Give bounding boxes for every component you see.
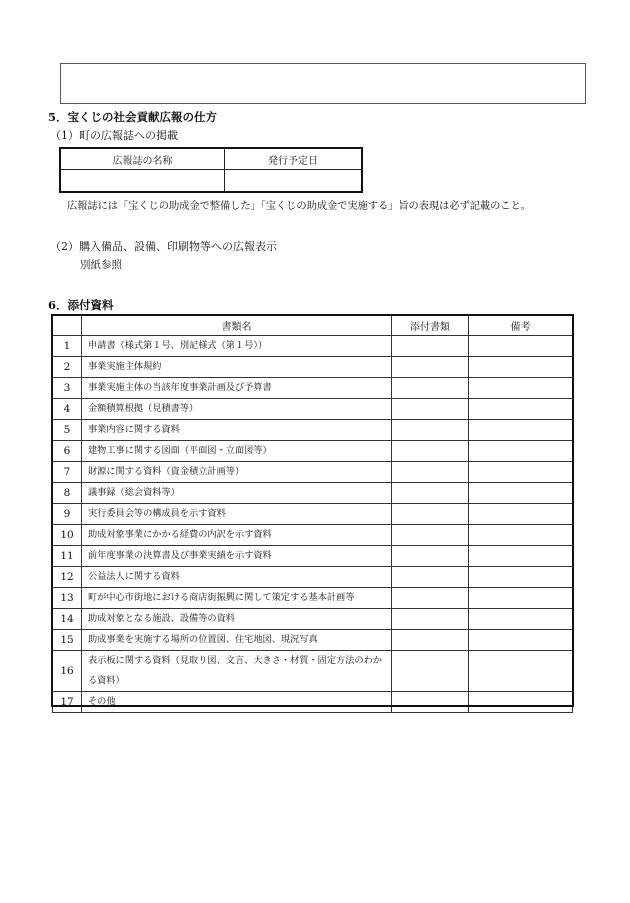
- see-attachment-text: 別紙参照: [80, 259, 122, 271]
- remarks-cell[interactable]: [469, 483, 573, 504]
- document-name: 助成対象事業にかかる経費の内訳を示す資料: [82, 525, 392, 546]
- remarks-cell[interactable]: [469, 525, 573, 546]
- document-name: 事業内容に関する資料: [82, 420, 392, 441]
- row-number: 12: [53, 567, 82, 588]
- remarks-cell[interactable]: [469, 336, 573, 357]
- row-number: 1: [53, 336, 82, 357]
- document-name: 事業実施主体規約: [82, 357, 392, 378]
- attached-check-cell[interactable]: [392, 483, 469, 504]
- attached-check-cell[interactable]: [392, 420, 469, 441]
- attached-check-cell[interactable]: [392, 630, 469, 651]
- row-number: 6: [53, 441, 82, 462]
- document-name: 町が中心市街地における商店街振興に関して策定する基本計画等: [82, 588, 392, 609]
- table-row: [53, 630, 573, 651]
- table-row: [53, 546, 573, 567]
- publish-date-cell[interactable]: [224, 170, 361, 193]
- table-row: [53, 483, 573, 504]
- document-name-header: 書類名: [82, 316, 392, 336]
- table-row: [53, 378, 573, 399]
- row-number: 14: [53, 609, 82, 630]
- remarks-cell[interactable]: [469, 441, 573, 462]
- row-number: 7: [53, 462, 82, 483]
- attached-check-cell[interactable]: [392, 441, 469, 462]
- table-row: [53, 336, 573, 357]
- document-name: 議事録（総会資料等）: [82, 483, 392, 504]
- table-row: [53, 525, 573, 546]
- section-5-2-heading: （2）購入備品、設備、印刷物等への広報表示: [50, 240, 277, 253]
- document-name: 助成対象となる施設、設備等の資料: [82, 609, 392, 630]
- row-number: 4: [53, 399, 82, 420]
- table-row: [53, 504, 573, 525]
- row-number: 2: [53, 357, 82, 378]
- document-name: 助成事業を実施する場所の位置図、住宅地図、現況写真: [82, 630, 392, 651]
- attached-check-cell[interactable]: [392, 692, 469, 713]
- row-number: 5: [53, 420, 82, 441]
- pr-magazine-table: [60, 148, 362, 193]
- table-row: [53, 441, 573, 462]
- document-name: 公益法人に関する資料: [82, 567, 392, 588]
- document-name: 財源に関する資料（資金積立計画等）: [82, 462, 392, 483]
- row-number: 3: [53, 378, 82, 399]
- attached-check-cell[interactable]: [392, 462, 469, 483]
- remarks-cell[interactable]: [469, 399, 573, 420]
- remarks-cell[interactable]: [469, 567, 573, 588]
- table-row: [53, 692, 573, 713]
- remarks-cell[interactable]: [469, 504, 573, 525]
- row-number: 17: [53, 692, 82, 713]
- row-number: 15: [53, 630, 82, 651]
- row-number: 8: [53, 483, 82, 504]
- table-row: [53, 609, 573, 630]
- remarks-header: 備考: [469, 316, 573, 336]
- row-number: 16: [53, 651, 82, 692]
- top-text-box[interactable]: [60, 63, 586, 104]
- remarks-cell[interactable]: [469, 651, 573, 692]
- number-header: [53, 316, 82, 336]
- attached-check-cell[interactable]: [392, 525, 469, 546]
- remarks-cell[interactable]: [469, 609, 573, 630]
- attached-check-cell[interactable]: [392, 588, 469, 609]
- remarks-cell[interactable]: [469, 692, 573, 713]
- remarks-cell[interactable]: [469, 588, 573, 609]
- table-row: [53, 399, 573, 420]
- attached-header: 添付書類: [392, 316, 469, 336]
- row-number: 10: [53, 525, 82, 546]
- section-5-1-heading: （1）町の広報誌への掲載: [50, 129, 178, 142]
- table-row: [53, 588, 573, 609]
- pr-magazine-name-header: 広報誌の名称: [61, 149, 225, 170]
- table-row: [53, 567, 573, 588]
- remarks-cell[interactable]: [469, 630, 573, 651]
- table-row: [53, 651, 573, 692]
- remarks-cell[interactable]: [469, 420, 573, 441]
- attached-check-cell[interactable]: [392, 357, 469, 378]
- attached-check-cell[interactable]: [392, 399, 469, 420]
- document-name: 前年度事業の決算書及び事業実績を示す資料: [82, 546, 392, 567]
- pr-magazine-name-cell[interactable]: [61, 170, 225, 193]
- row-number: 13: [53, 588, 82, 609]
- section-6-heading: 6．添付資料: [48, 298, 114, 312]
- document-name: 申請書（様式第１号、別記様式（第１号））: [82, 336, 392, 357]
- row-number: 11: [53, 546, 82, 567]
- attached-check-cell[interactable]: [392, 651, 469, 692]
- remarks-cell[interactable]: [469, 546, 573, 567]
- publish-date-header: 発行予定日: [224, 149, 361, 170]
- document-name: 実行委員会等の構成員を示す資料: [82, 504, 392, 525]
- attached-documents-table: [52, 315, 573, 713]
- table-row: [53, 357, 573, 378]
- attached-check-cell[interactable]: [392, 336, 469, 357]
- attached-check-cell[interactable]: [392, 609, 469, 630]
- document-name: 表示板に関する資料（見取り図、文言、大きさ・材質・固定方法のわかる資料）: [82, 651, 392, 692]
- document-name: 金額積算根拠（見積書等）: [82, 399, 392, 420]
- document-name: 建物工事に関する図面（平面図・立面図等）: [82, 441, 392, 462]
- attached-check-cell[interactable]: [392, 378, 469, 399]
- attached-check-cell[interactable]: [392, 504, 469, 525]
- attached-check-cell[interactable]: [392, 546, 469, 567]
- section-5-heading: 5．宝くじの社会貢献広報の仕方: [48, 110, 217, 124]
- row-number: 9: [53, 504, 82, 525]
- document-name: 事業実施主体の当該年度事業計画及び予算書: [82, 378, 392, 399]
- document-name: その他: [82, 692, 392, 713]
- pr-note: 広報誌には「宝くじの助成金で整備した」「宝くじの助成金で実施する」旨の表現は必ず記載のこと。: [67, 200, 531, 212]
- attached-check-cell[interactable]: [392, 567, 469, 588]
- remarks-cell[interactable]: [469, 378, 573, 399]
- remarks-cell[interactable]: [469, 462, 573, 483]
- remarks-cell[interactable]: [469, 357, 573, 378]
- table-row: [53, 420, 573, 441]
- table-row: [53, 462, 573, 483]
